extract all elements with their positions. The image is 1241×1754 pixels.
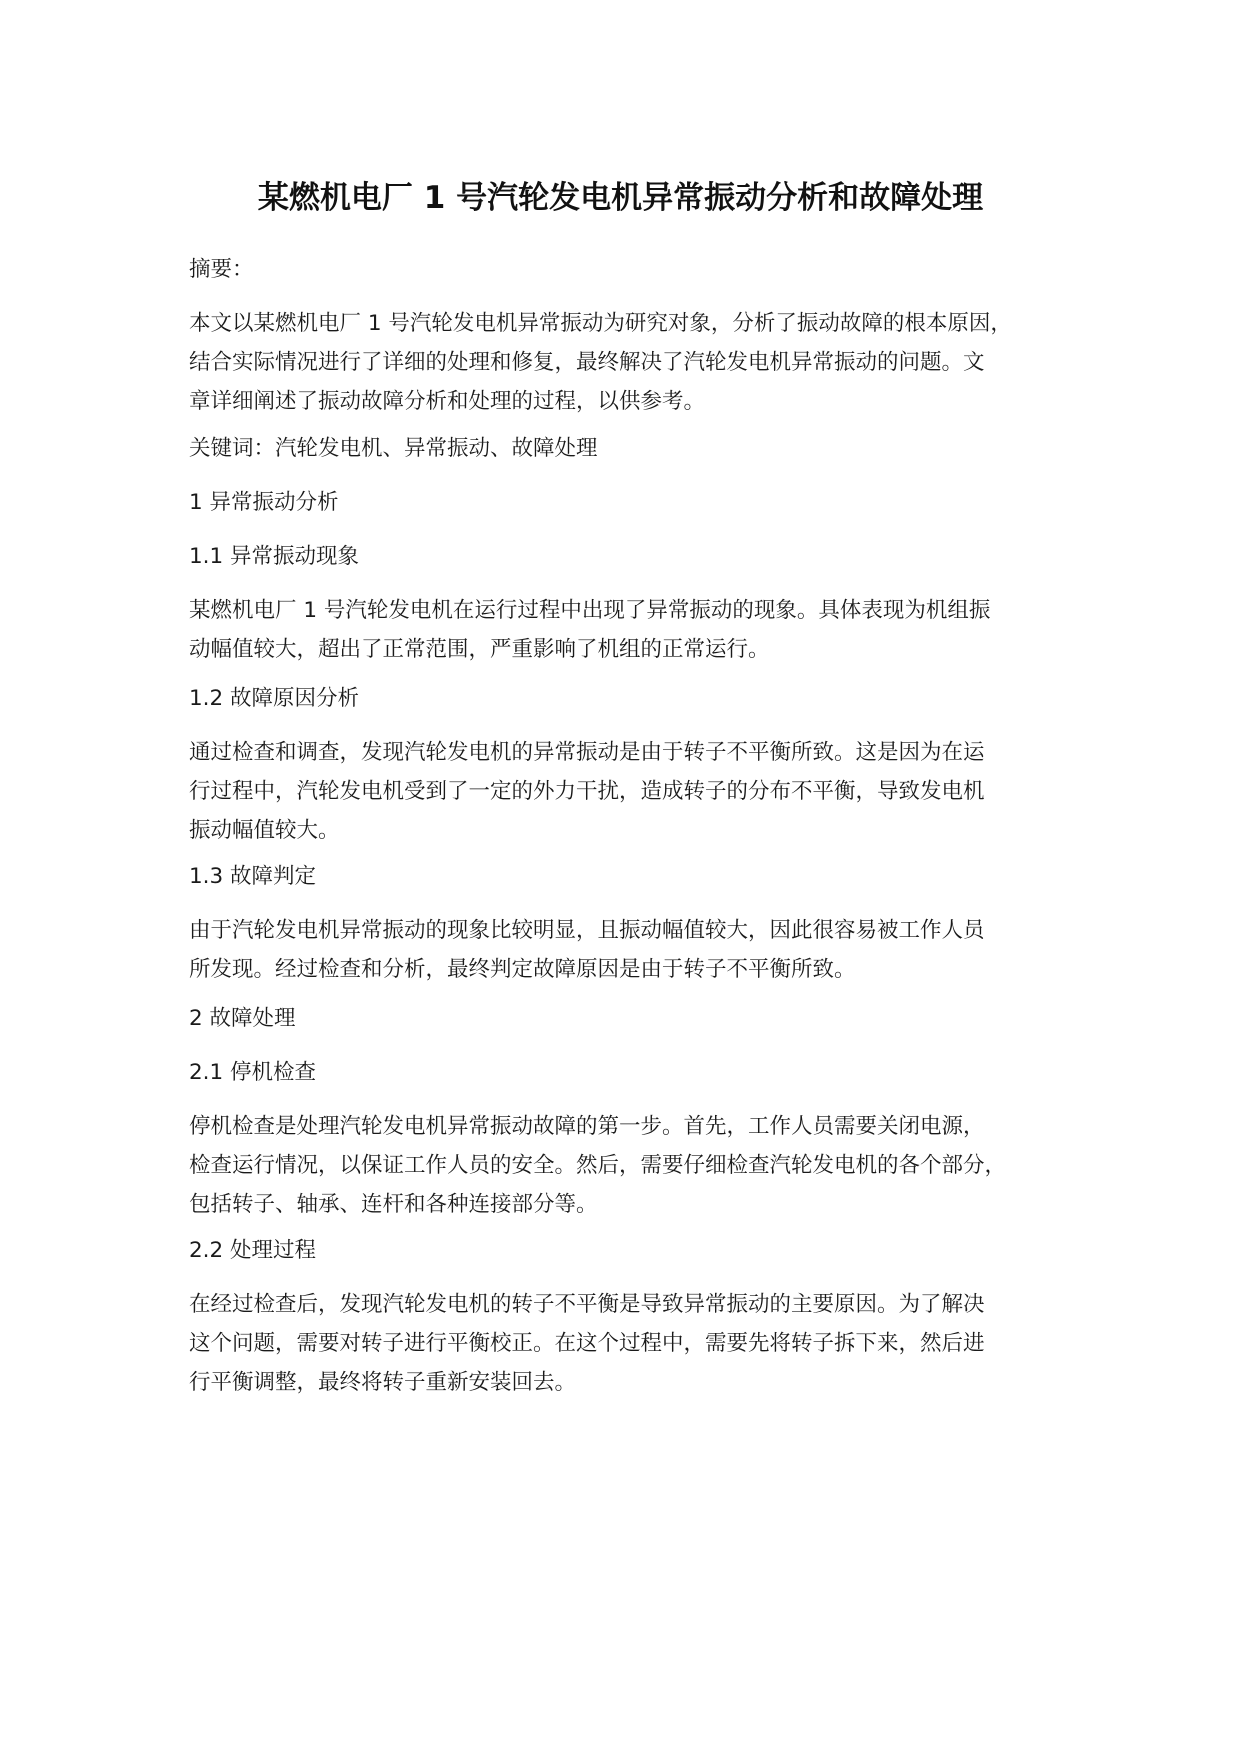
section-1-3-line-1: 由于汽轮发电机异常振动的现象比较明显，且振动幅值较大，因此很容易被工作人员 [189,918,985,943]
abstract-line-2: 结合实际情况进行了详细的处理和修复，最终解决了汽轮发电机异常振动的问题。文 [189,350,985,375]
section-1-heading: 1 异常振动分析 [189,490,339,515]
document-title: 某燃机电厂 1 号汽轮发电机异常振动分析和故障处理 [257,180,984,216]
section-1-2-line-1: 通过检查和调查，发现汽轮发电机的异常振动是由于转子不平衡所致。这是因为在运 [189,740,985,765]
abstract-line-3: 章详细阐述了振动故障分析和处理的过程，以供参考。 [189,389,706,414]
section-1-1-line-2: 动幅值较大，超出了正常范围，严重影响了机组的正常运行。 [189,637,770,662]
section-2-1-line-2: 检查运行情况，以保证工作人员的安全。然后，需要仔细检查汽轮发电机的各个部分， [189,1153,1007,1178]
section-1-2-line-3: 振动幅值较大。 [189,818,340,843]
section-1-3-heading: 1.3 故障判定 [189,864,317,889]
section-1-2-line-2: 行过程中，汽轮发电机受到了一定的外力干扰，造成转子的分布不平衡，导致发电机 [189,779,985,804]
section-2-2-line-2: 这个问题，需要对转子进行平衡校正。在这个过程中，需要先将转子拆下来，然后进 [189,1331,985,1356]
section-1-1-line-1: 某燃机电厂 1 号汽轮发电机在运行过程中出现了异常振动的现象。具体表现为机组振 [189,598,991,623]
section-2-heading: 2 故障处理 [189,1006,296,1031]
section-2-1-line-1: 停机检查是处理汽轮发电机异常振动故障的第一步。首先，工作人员需要关闭电源， [189,1114,985,1139]
abstract-label: 摘要： [189,257,254,282]
section-2-1-heading: 2.1 停机检查 [189,1060,317,1085]
section-1-3-line-2: 所发现。经过检查和分析，最终判定故障原因是由于转子不平衡所致。 [189,957,856,982]
section-1-1-heading: 1.1 异常振动现象 [189,544,360,569]
abstract-line-1: 本文以某燃机电厂 1 号汽轮发电机异常振动为研究对象，分析了振动故障的根本原因， [189,311,1012,336]
section-2-2-line-1: 在经过检查后，发现汽轮发电机的转子不平衡是导致异常振动的主要原因。为了解决 [189,1292,985,1317]
keywords: 关键词：汽轮发电机、异常振动、故障处理 [189,436,598,461]
section-2-2-heading: 2.2 处理过程 [189,1238,317,1263]
section-2-1-line-3: 包括转子、轴承、连杆和各种连接部分等。 [189,1192,598,1217]
section-2-2-line-3: 行平衡调整，最终将转子重新安装回去。 [189,1370,577,1395]
section-1-2-heading: 1.2 故障原因分析 [189,686,360,711]
